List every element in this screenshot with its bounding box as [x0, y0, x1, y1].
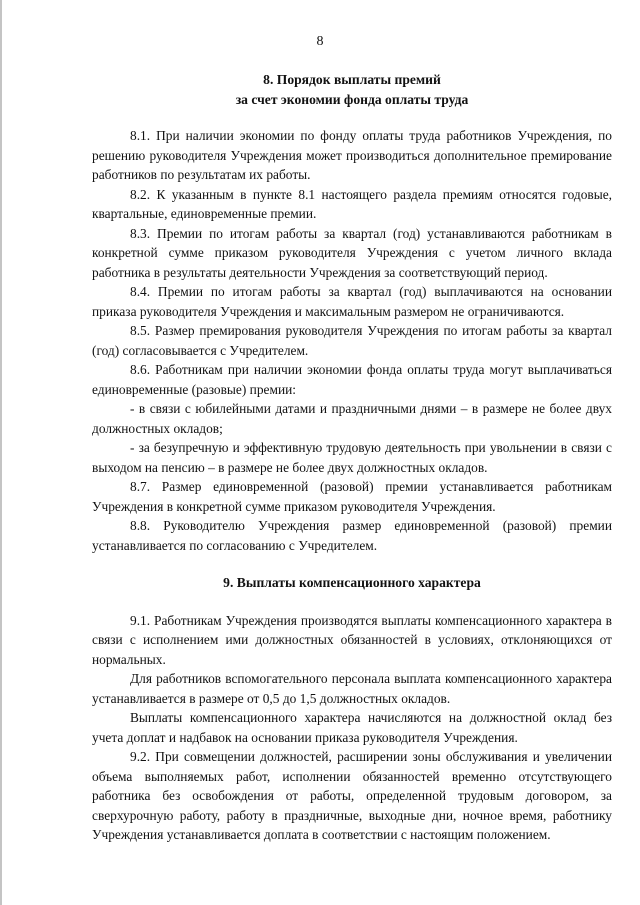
- paragraph-9-1-support-staff: Для работников вспомогательного персонала выплата компенсационного характера устанавливается в размере от 0,5 до 1,5 должностных окладов.: [92, 671, 612, 706]
- paragraph-8-2: 8.2. К указанным в пункте 8.1 настоящего раздела премиям относятся годовые, квартальные, единовременные премии.: [92, 186, 612, 221]
- section-8-title-line-1: 8. Порядок выплаты премий: [263, 72, 441, 87]
- paragraph-8-7: 8.7. Размер единовременной (разовой) премии устанавливается работникам Учреждения в конкретной сумме приказом руководителя Учреждения.: [92, 479, 612, 514]
- paragraph-8-8: 8.8. Руководителю Учреждения размер единовременной (разовой) премии устанавливается по согласованию с Учредителем.: [92, 518, 612, 553]
- paragraph-8-6-item-1: - в связи с юбилейными датами и праздничными днями – в размере не более двух должностных окладов;: [92, 401, 612, 436]
- section-8-title: [92, 70, 612, 109]
- section-8-title-line-2: за счет экономии фонда оплаты труда: [235, 91, 469, 107]
- paragraph-8-6: 8.6. Работникам при наличии экономии фонда оплаты труда могут выплачиваться единовременные (разовые) премии:: [92, 362, 612, 397]
- paragraph-9-2: 9.2. При совмещении должностей, расширении зоны обслуживания и увеличении объема выполняемых работ, исполнении обязанностей временно отсутствующего работника без освобождения от работы, определенной трудовым договором, за сверхурочную работу, работу в праздничные, выходные дни, ночное время, работнику Учреждения устанавливается доплата в соответствии с настоящим положением.: [92, 749, 612, 842]
- section-9-body: [92, 611, 612, 845]
- paragraph-8-4: 8.4. Премии по итогам работы за квартал (год) выплачиваются на основании приказа руководителя Учреждения и максимальным размером не ограничиваются.: [92, 284, 612, 319]
- paragraph-9-1: 9.1. Работникам Учреждения производятся выплаты компенсационного характера в связи с исполнением ими должностных обязанностей в условиях, отклоняющихся от нормальных.: [92, 612, 612, 667]
- document-body: [92, 70, 612, 845]
- paragraph-9-1-calculation: Выплаты компенсационного характера начисляются на должностной оклад без учета доплат и надбавок на основании приказа руководителя Учреждения.: [92, 710, 612, 745]
- paragraph-8-5: 8.5. Размер премирования руководителя Учреждения по итогам работы за квартал (год) согласовывается с Учредителем.: [92, 323, 612, 358]
- paragraph-8-1: 8.1. При наличии экономии по фонду оплаты труда работников Учреждения, по решению руководителя Учреждения может производиться дополнительное премирование работников по результатам их работы.: [92, 128, 612, 182]
- section-9-title: 9. Выплаты компенсационного характера: [223, 575, 481, 590]
- page-number: 8: [316, 34, 324, 49]
- paragraph-8-6-item-2: - за безупречную и эффективную трудовую деятельность при увольнении в связи с выходом на пенсию – в размере не более двух должностных окладов.: [92, 440, 612, 475]
- scan-edge-shadow: [0, 0, 2, 905]
- section-8-body: [92, 126, 612, 555]
- paragraph-8-3: 8.3. Премии по итогам работы за квартал (год) устанавливаются работникам в конкретной сумме приказом руководителя Учреждения с учетом личного вклада работника в результаты деятельности Учреждения за соответствующий период.: [92, 225, 612, 280]
